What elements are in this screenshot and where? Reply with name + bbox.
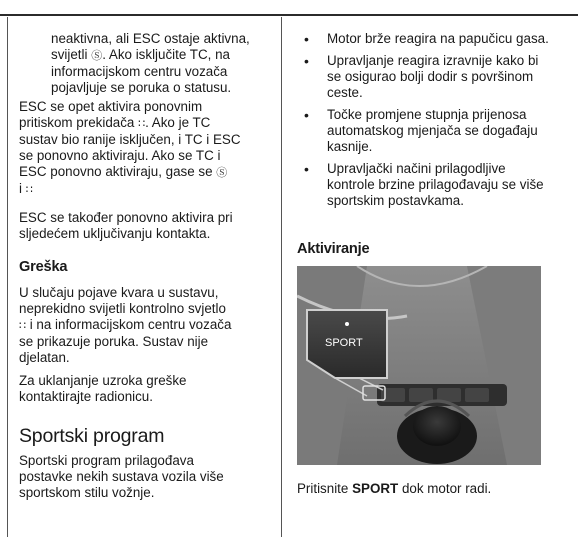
list-item: • Upravljanje reagira izravnije kako bi se osigurao bolji dodir s površinom ceste. <box>296 53 556 101</box>
ignition-paragraph: ESC se također ponovno aktivira pri sljedećem uključivanju kontakta. <box>19 210 233 241</box>
photo-caption: Pritisnite SPORT dok motor radi. <box>297 481 492 496</box>
sport-program-paragraph: Sportski program prilagođava postavke nekih sustava vozila više sportskom stilu vožnje. <box>19 453 224 500</box>
sport-program-heading: Sportski program <box>19 425 165 447</box>
console-illustration <box>297 266 541 465</box>
esc-off-icon: ∷ <box>25 184 33 196</box>
top-rule <box>0 14 578 16</box>
list-item: • Točke promjene stupnja prijenosa automatskog mjenjača se događaju kasnije. <box>296 107 556 155</box>
tc-off-icon: Ⓢ <box>216 167 228 179</box>
control-indicator-icon: ∷ <box>19 320 26 332</box>
sport-button-label: SPORT <box>325 337 363 349</box>
sport-effects-list <box>296 31 556 215</box>
activation-heading: Aktiviranje <box>297 241 370 257</box>
intro-paragraph: neaktivna, ali ESC ostaje aktivna, svijetli Ⓢ. Ako isključite TC, na informacijskom centru vozača pojavljuje se poruka o statusu. <box>51 31 250 95</box>
left-margin-rule <box>7 17 8 537</box>
list-item: • Motor brže reagira na papučicu gasa. <box>296 31 556 47</box>
fault-heading: Greška <box>19 259 68 275</box>
sport-button-photo <box>297 266 541 465</box>
fault-paragraph: U slučaju pojave kvara u sustavu, neprekidno svijetli kontrolno svjetlo ∷ i na informacijskom centru vozača se prikazuje poruka. Sustav nije djelatan. <box>19 285 232 365</box>
workshop-paragraph: Za uklanjanje uzroka greške kontaktirajte radionicu. <box>19 373 187 404</box>
reactivation-paragraph: ESC se opet aktivira ponovnim pritiskom prekidača ∷. Ako je TC sustav bio ranije isključen, i TC i ESC se ponovno aktiviraju. Ako se TC i ESC ponovno aktiviraju, gase se Ⓢ i ∷ <box>19 99 241 196</box>
sport-button-reference: SPORT <box>352 481 399 496</box>
esc-switch-icon: ∷ <box>138 118 146 130</box>
column-divider <box>281 17 282 537</box>
esc-warning-icon: Ⓢ <box>91 50 103 62</box>
list-item: • Upravljački načini prilagodljive kontrole brzine prilagođavaju se više sportskim postavkama. <box>296 161 556 209</box>
